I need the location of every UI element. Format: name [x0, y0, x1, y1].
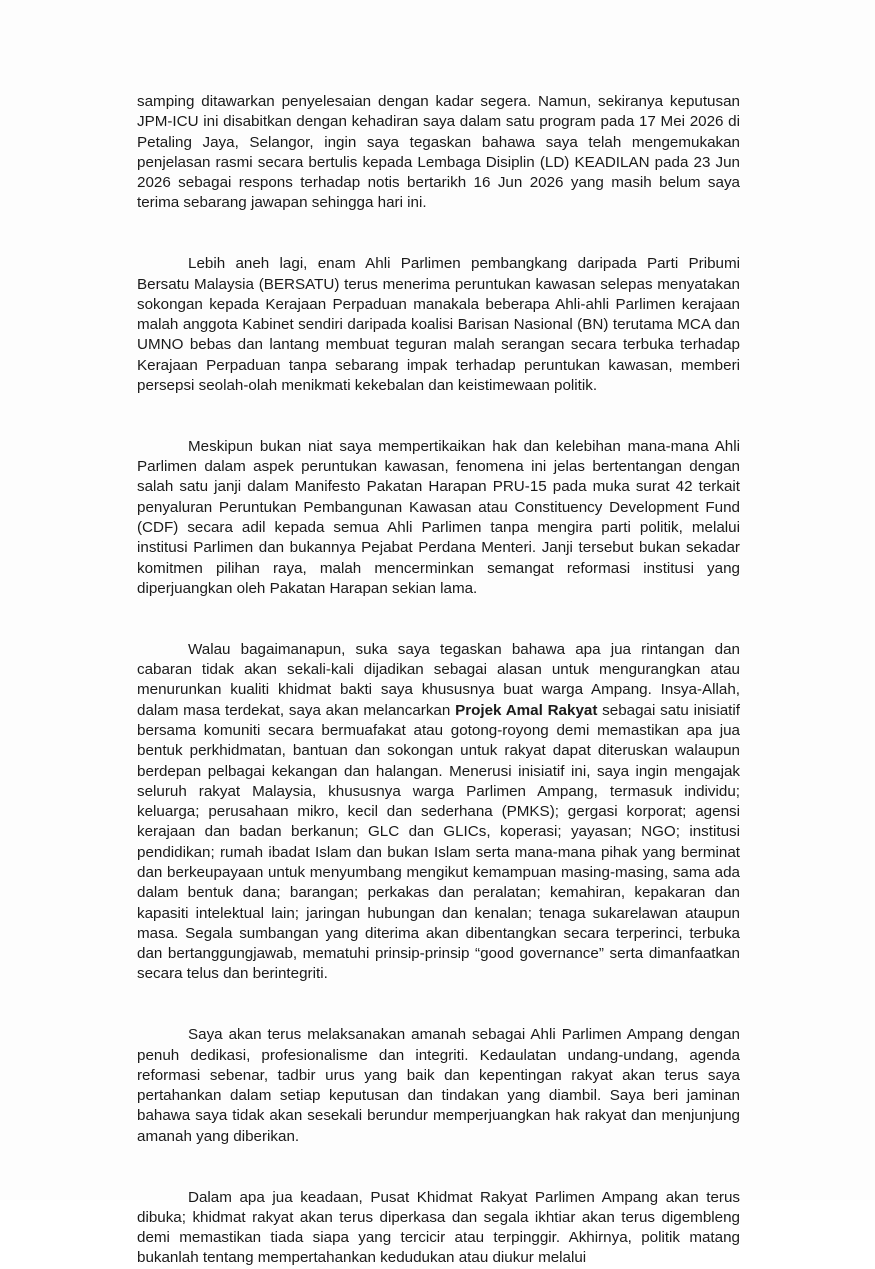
paragraph-6-text: Dalam apa jua keadaan, Pusat Khidmat Rakyat Parlimen Ampang akan terus dibuka; khidmat rakyat akan terus diperkasa dan segala ikhtiar akan terus digembleng demi memastikan tiada siapa yang tercicir atau terpinggir. Akhirnya, politik matang bukanlah tentang mempertahankan kedudukan atau diukur melalui — [137, 1188, 740, 1267]
paragraph-5-text: Saya akan terus melaksanakan amanah sebagai Ahli Parlimen Ampang dengan penuh dedikasi, profesionalisme dan integriti. Kedaulatan undang-undang, agenda reformasi sebenar, tadbir urus yang baik dan kepentingan rakyat akan terus saya pertahankan dalam setiap keputusan dan tindakan yang diambil. Saya beri jaminan bahawa saya tidak akan sesekali berundur memperjuangkan hak rakyat dan menjunjung amanah yang diberikan. — [137, 1026, 740, 1145]
paragraph-1-text: samping ditawarkan penyelesaian dengan kadar segera. Namun, sekiranya keputusan JPM-ICU ini disabitkan dengan kehadiran saya dalam satu program pada 17 Mei 2026 di Petaling Jaya, Selangor, ingin saya tegaskan bahawa saya telah mengemukakan penjelasan rasmi secara bertulis kepada Lembaga Disiplin (LD) KEADILAN pada 23 Jun 2026 sebagai respons terhadap notis bertarikh 16 Jun 2026 yang masih belum saya terima sebarang jawapan sehingga hari ini. — [137, 93, 740, 212]
paragraph-5 — [137, 1025, 740, 1147]
paragraph-2-text: Lebih aneh lagi, enam Ahli Parlimen pembangkang daripada Parti Pribumi Bersatu Malaysia (BERSATU) terus menerima peruntukan kawasan selepas menyatakan sokongan kepada Kerajaan Perpaduan manakala beberapa Ahli-ahli Parlimen kerajaan malah anggota Kabinet sendiri daripada koalisi Barisan Nasional (BN) terutama MCA dan UMNO bebas dan lantang membuat teguran malah serangan secara terbuka terhadap Kerajaan Perpaduan tanpa sebarang impak terhadap peruntukan kawasan, memberi persepsi seolah-olah menikmati kekebalan dan keistimewaan politik. — [137, 255, 740, 395]
paragraph-3-text: Meskipun bukan niat saya mempertikaikan hak dan kelebihan mana-mana Ahli Parlimen dalam aspek peruntukan kawasan, fenomena ini jelas bertentangan dengan salah satu janji dalam Manifesto Pakatan Harapan PRU-15 pada muka surat 42 terkait penyaluran Peruntukan Pembangunan Kawasan atau Constituency Development Fund (CDF) secara adil kepada semua Ahli Parlimen tanpa mengira parti politik, melalui institusi Parlimen dan bukannya Pejabat Perdana Menteri. Janji tersebut bukan sekadar komitmen pilihan raya, malah mencerminkan semangat reformasi institusi yang diperjuangkan oleh Pakatan Harapan sekian lama. — [137, 437, 740, 597]
paragraph-4-text-a: Walau bagaimanapun, suka saya tegaskan bahawa apa jua rintangan dan cabaran tidak akan sekali-kali dijadikan sebagai alasan untuk mengurangkan atau menurunkan kualiti khidmat bakti saya khususnya buat warga Ampang. Insya-Allah, dalam masa terdekat, saya akan melancarkan — [137, 640, 740, 719]
document-body — [137, 92, 740, 1269]
paragraph-3 — [137, 437, 740, 599]
paragraph-4 — [137, 640, 740, 985]
paragraph-1 — [137, 92, 740, 214]
projek-amal-rakyat-emphasis: Projek Amal Rakyat — [455, 701, 598, 719]
paragraph-4-text-b: sebagai satu inisiatif bersama komuniti secara bermuafakat atau gotong-royong demi memastikan apa jua bentuk perkhidmatan, bantuan dan sokongan untuk rakyat dapat diteruskan walaupun berdepan pelbagai kekangan dan halangan. Menerusi inisiatif ini, saya ingin mengajak seluruh rakyat Malaysia, khususnya warga Parlimen Ampang, termasuk individu; keluarga; perusahaan mikro, kecil dan sederhana (PMKS); gergasi korporat; agensi kerajaan dan badan berkanun; GLC dan GLICs, koperasi; yayasan; NGO; institusi pendidikan; rumah ibadat Islam dan bukan Islam serta mana-mana pihak yang berminat dan berkeupayaan untuk menyumbang mengikut kemampuan masing-masing, sama ada dalam bentuk dana; barangan; perkakas dan peralatan; kemahiran, kepakaran dan kapasiti intelektual lain; jaringan hubungan dan kenalan; tenaga sukarelawan ataupun masa. Segala sumbangan yang diterima akan dibentangkan secara terperinci, terbuka dan bertanggungjawab, mematuhi prinsip-prinsip “good governance” serta dimanfaatkan secara telus dan berintegriti. — [137, 701, 740, 983]
paragraph-2 — [137, 254, 740, 396]
